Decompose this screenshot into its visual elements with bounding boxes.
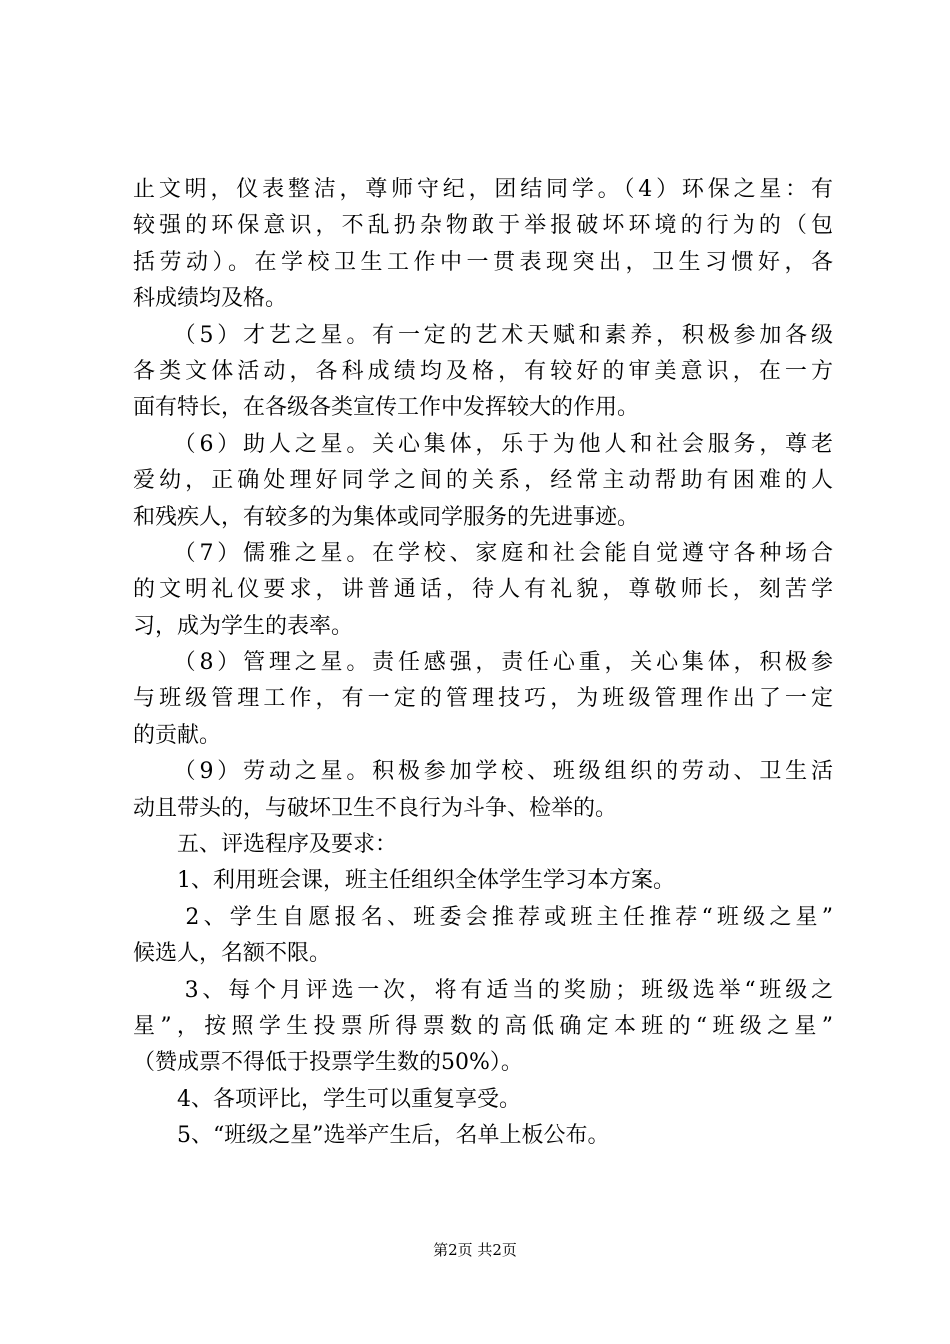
text-line: 4、各项评比，学生可以重复享受。 — [133, 1086, 521, 1112]
text-line: 的文明礼仪要求，讲普通话，待人有礼貌，尊敬师长，刻苦学 — [133, 577, 833, 603]
document-body — [133, 172, 833, 1155]
text-line: 括劳动）。在学校卫生工作中一贯表现突出，卫生习惯好，各 — [133, 249, 833, 275]
page-footer: 第2页 共2页 — [433, 1241, 517, 1259]
text-line: 的贡献。 — [133, 722, 222, 748]
text-line: 科成绩均及格。 — [133, 286, 288, 312]
text-line: 星”，按照学生投票所得票数的高低确定本班的“班级之星” — [133, 1013, 833, 1039]
text-line: 3、每个月评选一次，将有适当的奖励；班级选举“班级之 — [133, 977, 833, 1003]
text-line: 候选人，名额不限。 — [133, 941, 332, 967]
text-line: 止文明，仪表整洁，尊师守纪，团结同学。（4）环保之星：有 — [133, 177, 833, 202]
text-line: 各类文体活动，各科成绩均及格，有较好的审美意识，在一方 — [133, 358, 833, 384]
text-line: （9）劳动之星。积极参加学校、班级组织的劳动、卫生活 — [133, 759, 833, 785]
text-line: （5）才艺之星。有一定的艺术天赋和素养，积极参加各级 — [133, 322, 833, 348]
text-line: 面有特长，在各级各类宣传工作中发挥较大的作用。 — [133, 395, 640, 421]
text-line: （赞成票不得低于投票学生数的50%）。 — [133, 1050, 523, 1076]
text-line: 爱幼，正确处理好同学之间的关系，经常主动帮助有困难的人 — [133, 468, 833, 494]
text-line: （6）助人之星。关心集体，乐于为他人和社会服务，尊老 — [133, 431, 833, 457]
text-line: 1、利用班会课，班主任组织全体学生学习本方案。 — [133, 868, 675, 894]
text-line: 2、学生自愿报名、班委会推荐或班主任推荐“班级之星” — [133, 904, 833, 930]
text-line: 与班级管理工作，有一定的管理技巧，为班级管理作出了一定 — [133, 686, 833, 712]
text-line: 5、“班级之星”选举产生后，名单上板公布。 — [133, 1123, 610, 1149]
text-line: 习，成为学生的表率。 — [133, 613, 354, 639]
text-line: 和残疾人，有较多的为集体或同学服务的先进事迹。 — [133, 504, 640, 530]
text-line: 五、评选程序及要求： — [133, 832, 398, 858]
text-line: 动且带头的，与破坏卫生不良行为斗争、检举的。 — [133, 795, 618, 821]
text-line: （8）管理之星。责任感强，责任心重，关心集体，积极参 — [133, 650, 833, 676]
text-line: （7）儒雅之星。在学校、家庭和社会能自觉遵守各种场合 — [133, 540, 833, 566]
text-line: 较强的环保意识，不乱扔杂物敢于举报破坏环境的行为的（包 — [133, 213, 833, 239]
